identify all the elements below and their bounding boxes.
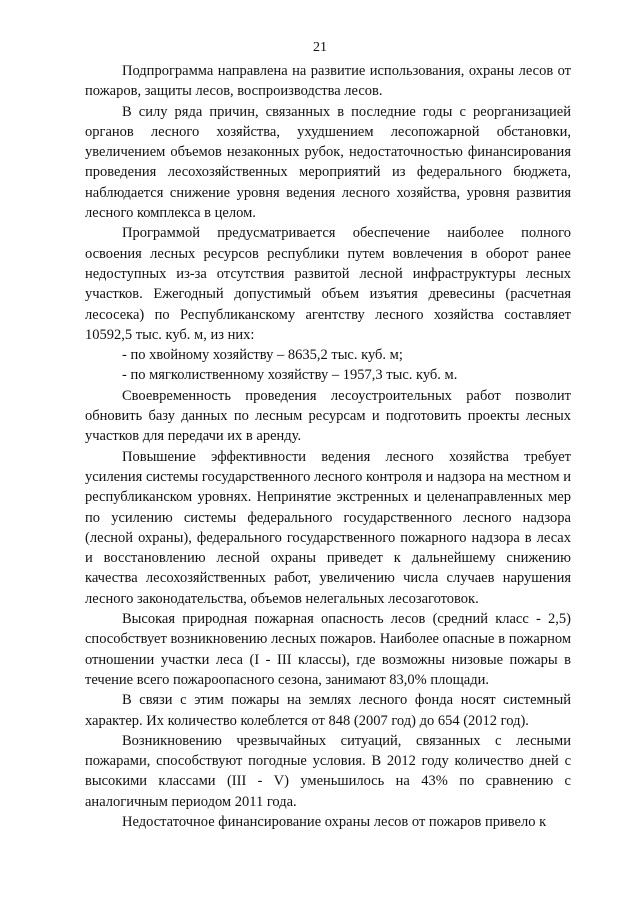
list-item: - по хвойному хозяйству – 8635,2 тыс. куб. м;: [122, 347, 403, 364]
paragraph: Возникновению чрезвычайных ситуаций, связанных с лесными пожарами, способствуют погодные условия. В 2012 году количество дней с высокими классами (III - V) уменьшилось на 43% по сравнению с аналогичным периодом 2011 года.: [85, 732, 571, 810]
paragraph: Недостаточное финансирование охраны лесов от пожаров привело к: [122, 813, 547, 830]
paragraph: Своевременность проведения лесоустроительных работ позволит обновить базу данных по лесным ресурсам и подготовить проекты лесных участков для передачи их в аренду.: [85, 387, 571, 445]
paragraph: Подпрограмма направлена на развитие использования, охраны лесов от пожаров, защиты лесов, воспроизводства лесов.: [85, 63, 571, 100]
paragraph: Высокая природная пожарная опасность лесов (средний класс - 2,5) способствует возникновению лесных пожаров. Наиболее опасные в пожарном отношении участки леса (I - III классы), где возможны низовые пожары в течение всего пожароопасного сезона, занимают 83,0% площади.: [85, 611, 571, 688]
page-number: 21: [313, 40, 327, 55]
paragraph: В силу ряда причин, связанных в последние годы с реорганизацией органов лесного хозяйства, ухудшением лесопожарной обстановки, увеличением объемов незаконных рубок, недостаточностью финансирования проведения лесохозяйственных мероприятий из федерального бюджета, наблюдается снижение уровня ведения лесного хозяйства, уровня развития лесного комплекса в целом.: [85, 103, 571, 222]
paragraph: В связи с этим пожары на землях лесного фонда носят системный характер. Их количество колеблется от 848 (2007 год) до 654 (2012 год).: [85, 692, 571, 729]
document-body: [85, 61, 571, 832]
paragraph: Повышение эффективности ведения лесного хозяйства требует усиления системы государственного лесного контроля и надзора на местном и республиканском уровнях. Непринятие экстренных и целенаправленных мер по усилению системы федерального государственного лесного надзора (лесной охраны), федерального государственного пожарного надзора в лесах и восстановлению лесной охраны приведет к дальнейшему снижению качества лесохозяйственных работ, увеличению числа случаев нарушения лесного законодательства, объемов нелегальных лесозаготовок.: [85, 448, 571, 607]
list-item: - по мягколиственному хозяйству – 1957,3 тыс. куб. м.: [122, 367, 458, 384]
paragraph: Программой предусматривается обеспечение наиболее полного освоения лесных ресурсов республики путем вовлечения в оборот ранее недоступных из-за отсутствия развитой лесной инфраструктуры лесных участков. Ежегодный допустимый объем изъятия древесины (расчетная лесосека) по Республиканскому агентству лесного хозяйства составляет 10592,5 тыс. куб. м, из них:: [85, 225, 571, 343]
